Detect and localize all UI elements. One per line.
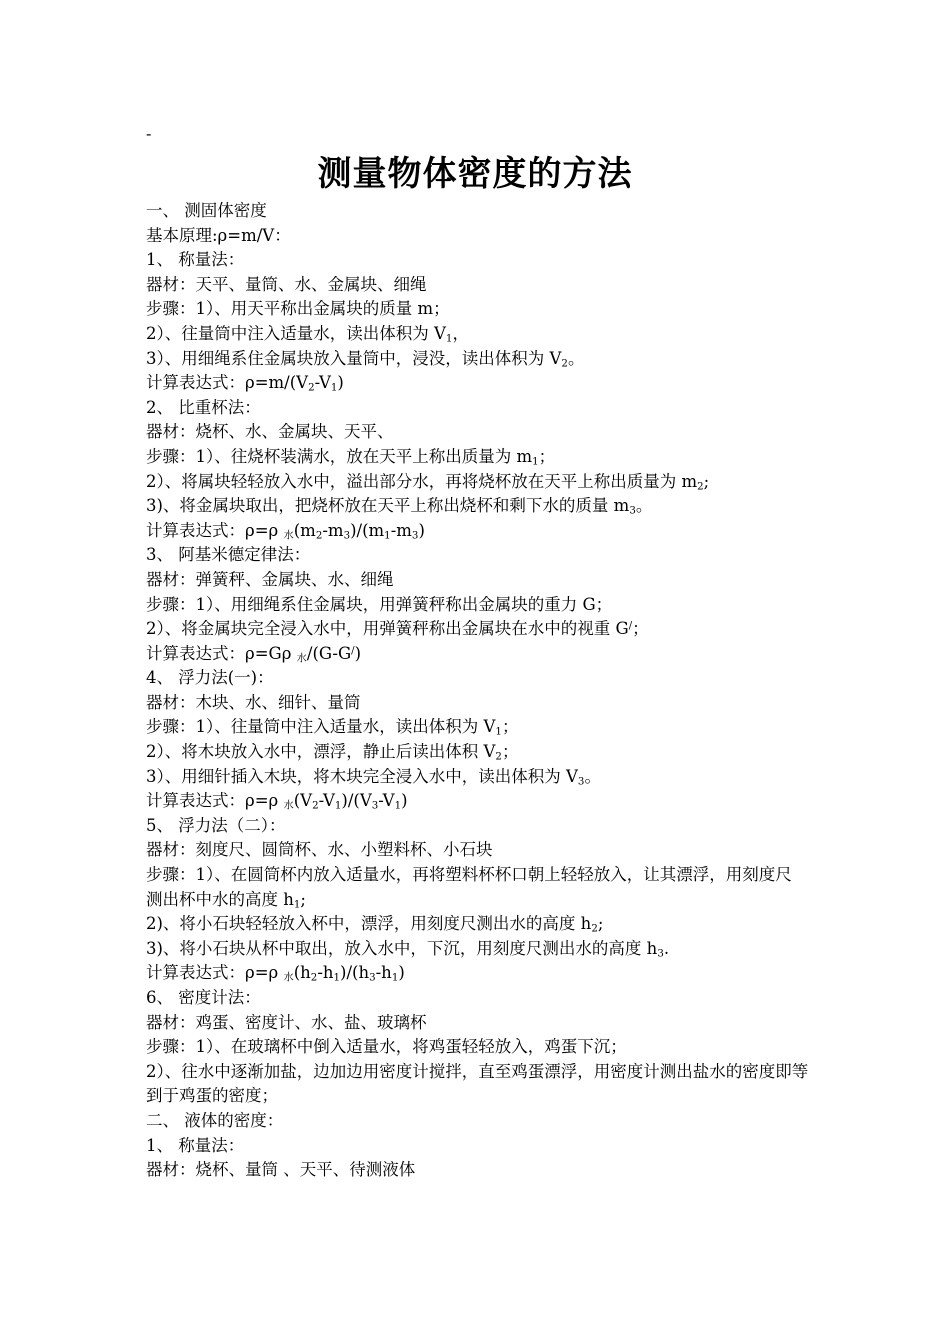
text-line <box>146 543 814 568</box>
text-run: )/(h <box>340 963 370 983</box>
subscript: 水 <box>296 653 307 665</box>
text-run: 2、 比重杯法： <box>146 397 261 417</box>
text-run: 计算表达式：ρ=ρ <box>146 963 284 983</box>
text-run: /(G-G <box>306 643 352 663</box>
text-run: 2）、往量筒中注入适量水，读出体积为 V <box>146 323 446 343</box>
subscript: 3 <box>343 530 351 542</box>
text-run: 步骤：1）、用细绳系住金属块，用弹簧秤称出金属块的重力 G； <box>146 594 613 614</box>
subscript: 1 <box>391 972 399 984</box>
text-run: 测出杯中水的高度 h <box>146 889 294 909</box>
subscript: 1 <box>333 972 341 984</box>
subscript: 2 <box>697 481 704 493</box>
text-run: )/(m <box>350 520 385 540</box>
subscript: 2 <box>315 530 323 542</box>
subscript: 2 <box>591 923 598 935</box>
superscript: / <box>628 620 633 632</box>
text-run: 器材：天平、量筒、水、金属块、细绳 <box>146 274 427 294</box>
text-run: 计算表达式：ρ=ρ <box>146 791 284 811</box>
superscript: / <box>351 645 355 657</box>
text-line <box>146 494 814 519</box>
text-run: 器材：木块、水、细针、量筒 <box>146 692 361 712</box>
text-line <box>146 371 814 396</box>
text-run: 2）、将属块轻轻放入水中，溢出部分水，再将烧杯放在天平上称出质量为 m <box>146 471 698 491</box>
text-line <box>146 863 814 888</box>
subscript: 1 <box>293 899 301 911</box>
text-run: -m <box>390 520 412 540</box>
text-line <box>146 937 814 962</box>
subscript: 3 <box>411 530 419 542</box>
text-run: 步骤：1）、往量筒中注入适量水，读出体积为 V <box>146 717 496 737</box>
text-run: -h <box>375 963 392 983</box>
text-line <box>146 519 814 544</box>
text-run: -V <box>314 373 331 393</box>
text-line <box>146 838 814 863</box>
text-run: ； <box>501 742 519 762</box>
text-line <box>146 961 814 986</box>
text-run: ) <box>398 963 405 983</box>
text-line <box>146 347 814 372</box>
subscript: 1 <box>532 456 539 468</box>
text-line <box>146 396 814 421</box>
subscript: 1 <box>330 382 338 394</box>
subscript: 1 <box>384 530 391 542</box>
text-run: (V <box>293 791 313 811</box>
text-run: (m <box>293 520 316 540</box>
document-body <box>146 199 814 1183</box>
text-run: 步骤：1）、在圆筒杯内放入适量水，再将塑料杯杯口朝上轻轻放入，让其漂浮，用刻度尺 <box>146 865 792 885</box>
text-run: ; <box>703 471 710 491</box>
text-run: 计算表达式：ρ=ρ <box>146 520 284 540</box>
text-line <box>146 715 814 740</box>
text-run: 步骤：1）、往烧杯装满水，放在天平上称出质量为 m <box>146 446 533 466</box>
text-run: 二、 液体的密度： <box>146 1110 284 1130</box>
text-run: 3、 阿基米德定律法： <box>146 545 311 565</box>
text-run: ； <box>538 446 556 466</box>
text-run: 2）、将木块放入水中，漂浮，静止后读出体积 V <box>146 742 496 762</box>
text-line <box>146 1011 814 1036</box>
text-line <box>146 224 814 249</box>
text-run: ， <box>452 323 469 343</box>
text-line <box>146 789 814 814</box>
text-run: ) <box>401 791 408 811</box>
text-run: 步骤：1）、在玻璃杯中倒入适量水，将鸡蛋轻轻放入，鸡蛋下沉； <box>146 1037 627 1057</box>
text-run: -h <box>317 963 334 983</box>
subscript: 2 <box>561 358 568 370</box>
text-line <box>146 666 814 691</box>
subscript: 1 <box>394 800 402 812</box>
text-run: 一、 测固体密度 <box>146 201 267 220</box>
document-title: 测量物体密度的方法 <box>317 154 633 194</box>
text-run: 5、 浮力法（二）： <box>146 815 286 835</box>
text-line <box>146 322 814 347</box>
text-line <box>146 445 814 470</box>
subscript: 2 <box>312 800 319 812</box>
text-line <box>146 1060 814 1109</box>
text-run: ; <box>597 914 604 934</box>
text-run: -V <box>318 791 335 811</box>
header-mark: - <box>146 124 152 143</box>
subscript: 2 <box>310 972 318 984</box>
text-run: 计算表达式：ρ=m/(V <box>146 373 309 393</box>
text-line <box>146 199 814 224</box>
text-line <box>146 642 814 667</box>
text-run: ; <box>300 889 306 909</box>
subscript: 2 <box>495 751 502 763</box>
text-run: 器材：刻度尺、圆筒杯、水、小塑料杯、小石块 <box>146 840 493 860</box>
text-run: 4、 浮力法(一)： <box>146 668 274 688</box>
text-run: ) <box>354 643 362 663</box>
text-line <box>146 1109 814 1134</box>
text-run: -m <box>322 520 344 540</box>
text-run: ； <box>501 717 519 737</box>
text-run: 1、 称量法： <box>146 250 245 270</box>
text-run: 。 <box>567 348 585 368</box>
text-run: 步骤：1）、用天平称出金属块的质量 m； <box>146 299 450 319</box>
subscript: 2 <box>308 382 315 394</box>
text-run: 。 <box>584 766 601 786</box>
text-line <box>146 617 814 642</box>
text-run: 器材：烧杯、水、金属块、天平、 <box>146 422 394 442</box>
subscript: 1 <box>334 800 342 812</box>
subscript: 1 <box>495 727 502 739</box>
text-run: 基本原理:ρ=m/V： <box>146 225 291 245</box>
text-run: 3）、用细针插入木块，将木块完全浸入水中，读出体积为 V <box>146 766 578 786</box>
text-line <box>146 470 814 495</box>
text-run: (h <box>293 963 311 983</box>
text-line <box>146 297 814 322</box>
text-run: ) <box>418 520 425 540</box>
text-line <box>146 568 814 593</box>
text-run: 。 <box>635 496 653 516</box>
subscript: 3 <box>657 948 664 960</box>
text-line <box>146 1035 814 1060</box>
text-run: 6、 密度计法： <box>146 988 261 1007</box>
text-run: 器材：鸡蛋、密度计、水、盐、玻璃杯 <box>146 1012 427 1032</box>
text-run: )/(V <box>341 791 372 811</box>
text-line <box>146 691 814 716</box>
text-line <box>146 986 814 1011</box>
text-run: 3)、将小石块从杯中取出，放入水中，下沉，用刻度尺测出水的高度 h <box>146 938 658 958</box>
text-line <box>146 273 814 298</box>
text-run: 计算表达式：ρ=Gρ <box>146 643 297 663</box>
text-run: 2)、将小石块轻轻放入杯中，漂浮，用刻度尺测出水的高度 h <box>146 914 592 934</box>
text-line <box>146 888 814 913</box>
text-run: 2）、将金属块完全浸入水中，用弹簧秤称出金属块在水中的视重 G <box>146 619 629 639</box>
text-run: . <box>663 938 670 958</box>
subscript: 水 <box>283 800 294 812</box>
text-run: ； <box>632 619 649 639</box>
text-line <box>146 1158 814 1183</box>
text-line <box>146 765 814 790</box>
text-line <box>146 593 814 618</box>
text-line <box>146 740 814 765</box>
text-run: 2）、往水中逐渐加盐，边加边用密度计搅拌，直至鸡蛋漂浮，用密度计测出盐水的密度即等到于鸡蛋的密度； <box>146 1061 809 1106</box>
subscript: 3 <box>371 800 379 812</box>
text-run: 器材：弹簧秤、金属块、水、细绳 <box>146 569 394 589</box>
text-run: 3)、将金属块取出，把烧杯放在天平上称出烧杯和剩下水的质量 m <box>146 496 630 516</box>
text-run: 器材：烧杯、量筒 、天平、待测液体 <box>146 1160 416 1180</box>
text-run: 1、 称量法： <box>146 1135 245 1155</box>
subscript: 1 <box>445 333 453 345</box>
text-run: -V <box>378 791 395 811</box>
subscript: 3 <box>629 505 636 517</box>
text-line <box>146 814 814 839</box>
text-line <box>146 912 814 937</box>
text-run: ) <box>337 373 344 393</box>
text-line <box>146 1134 814 1159</box>
subscript: 水 <box>283 972 294 984</box>
subscript: 3 <box>369 972 376 984</box>
text-run: 3）、用细绳系住金属块放入量筒中，浸没，读出体积为 V <box>146 348 562 368</box>
text-line <box>146 248 814 273</box>
subscript: 水 <box>283 530 294 542</box>
text-line <box>146 420 814 445</box>
subscript: 3 <box>577 776 585 788</box>
